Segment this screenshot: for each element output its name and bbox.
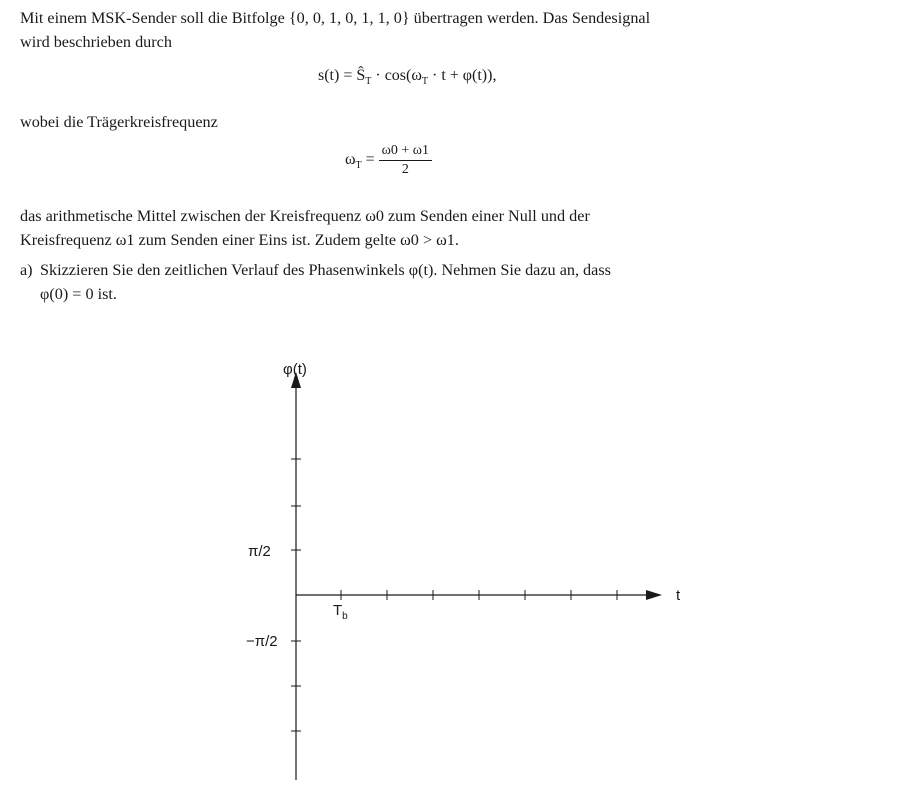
y-axis-label: φ(t) bbox=[283, 361, 307, 378]
eq2-lhs-sub: T bbox=[355, 160, 362, 172]
eq1-end: · t + φ(t)), bbox=[427, 67, 497, 84]
eq2-denominator: 2 bbox=[401, 162, 409, 177]
eq1-part: s(t) = Ŝ bbox=[318, 67, 366, 84]
x-tick-label-tb bbox=[333, 602, 348, 622]
eq2-lhs: ω bbox=[345, 151, 356, 169]
x-tick-label-tb-main: T bbox=[333, 602, 343, 619]
eq1-sub: T bbox=[365, 76, 372, 87]
mean-line-2: Kreisfrequenz ω1 zum Senden einer Eins ist. Zudem gelte ω0 > ω1. bbox=[20, 231, 459, 249]
eq2-equals: = bbox=[361, 151, 379, 169]
x-axis-arrow bbox=[646, 590, 662, 600]
mean-line-1: das arithmetische Mittel zwischen der Kreisfrequenz ω0 zum Senden einer Null und der bbox=[20, 207, 590, 225]
y-tick-label-pos: π/2 bbox=[248, 543, 271, 560]
task-a-line-2: φ(0) = 0 ist. bbox=[40, 285, 117, 303]
task-a-line-1: Skizzieren Sie den zeitlichen Verlauf des Phasenwinkels φ(t). Nehmen Sie dazu an, dass bbox=[40, 261, 611, 279]
x-tick-label-tb-sub: b bbox=[342, 611, 348, 622]
intro-line-2: wird beschrieben durch bbox=[20, 33, 172, 51]
y-tick-label-neg: −π/2 bbox=[246, 633, 278, 650]
eq1-rest: · cos(ω bbox=[371, 67, 422, 84]
carrier-text: wobei die Trägerkreisfrequenz bbox=[20, 113, 218, 131]
eq1-sub2: T bbox=[421, 76, 428, 87]
task-a-label: a) bbox=[20, 261, 33, 279]
x-axis-label: t bbox=[676, 587, 681, 604]
eq2-numerator: ω0 + ω1 bbox=[379, 143, 432, 161]
intro-line-1: Mit einem MSK-Sender soll die Bitfolge {0, 0, 1, 0, 1, 1, 0} übertragen werden. Das Sendesignal bbox=[20, 9, 651, 27]
